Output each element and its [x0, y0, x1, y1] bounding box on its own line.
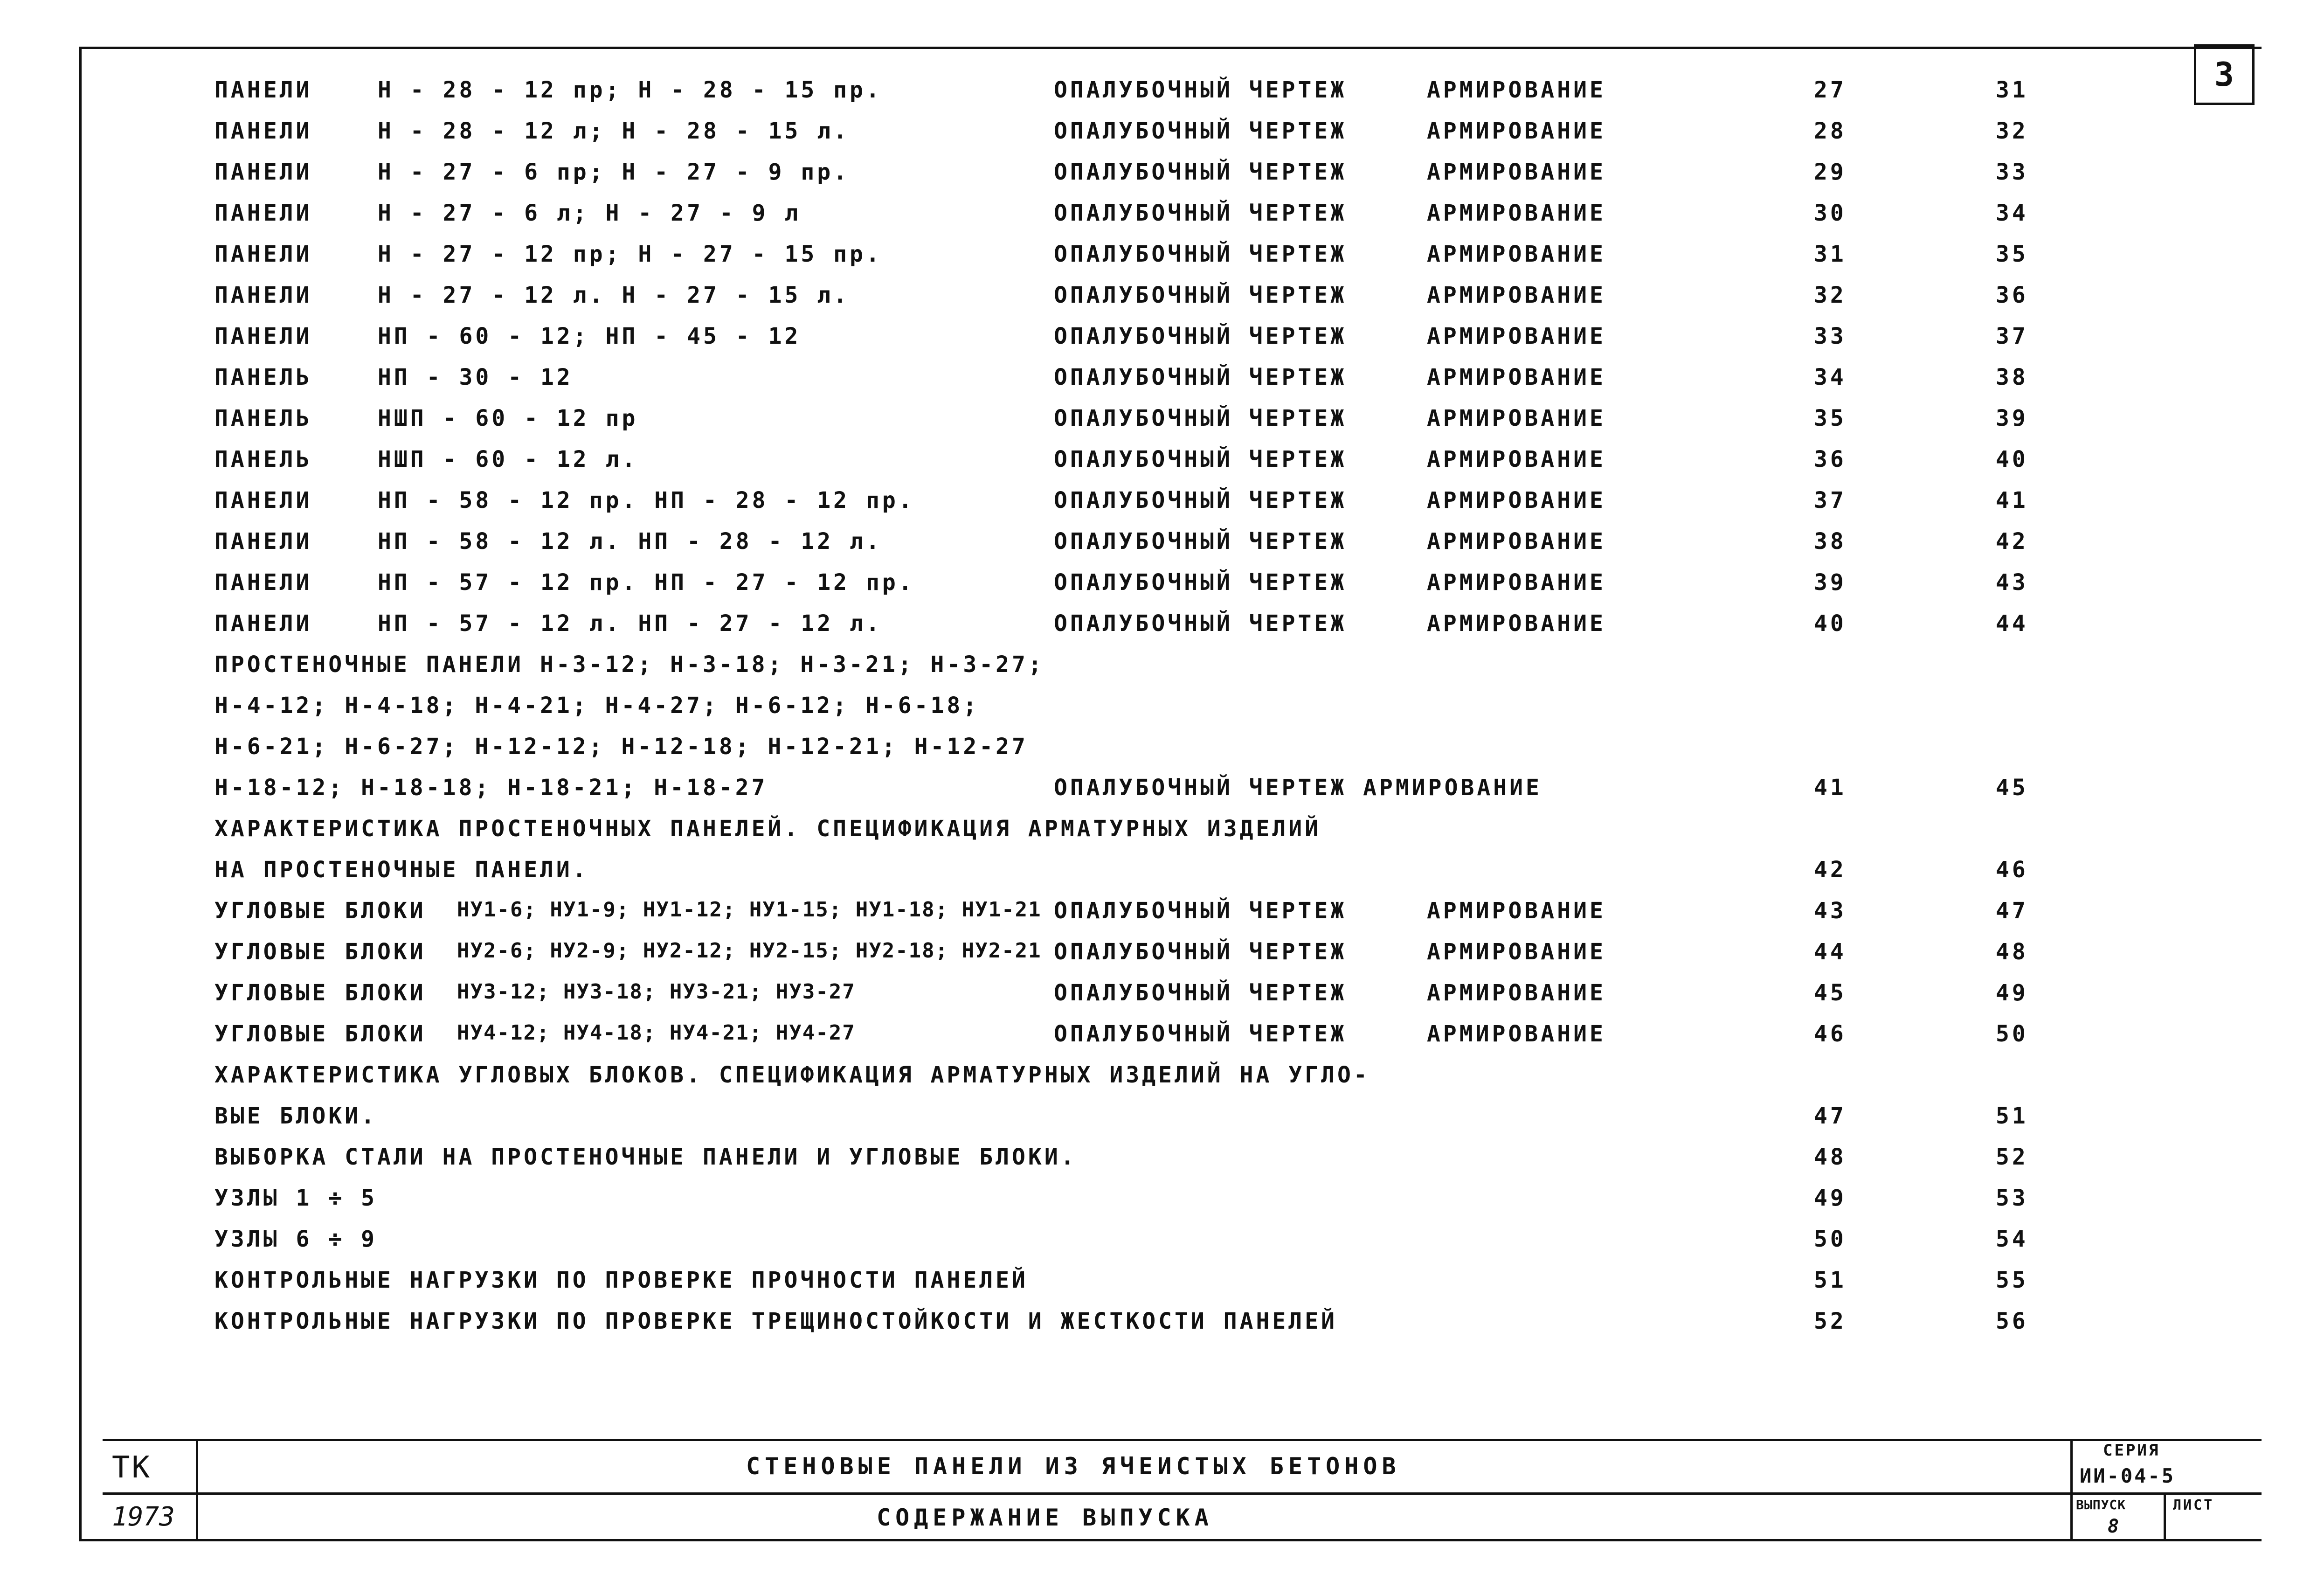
- drawing-type: ОПАЛУБОЧНЫЙ ЧЕРТЕЖ: [1054, 1021, 1347, 1047]
- reinforcement-label: АРМИРОВАНИЕ: [1427, 610, 1606, 637]
- sheet-label: ЛИСТ: [2173, 1497, 2214, 1513]
- element-type: ПАНЕЛЬ: [214, 364, 312, 390]
- reinforcement-label: АРМИРОВАНИЕ: [1427, 898, 1606, 924]
- reinforcement-label: АРМИРОВАНИЕ: [1427, 118, 1606, 144]
- element-marks: НП - 57 - 12 л. НП - 27 - 12 л.: [378, 610, 882, 637]
- prost-panels-text: Н-18-12; Н-18-18; Н-18-21; Н-18-27: [214, 775, 768, 801]
- drawing-type: ОПАЛУБОЧНЫЙ ЧЕРТЕЖ: [1054, 980, 1347, 1006]
- element-marks: Н - 27 - 6 л; Н - 27 - 9 л: [378, 200, 801, 226]
- drawing-type: ОПАЛУБОЧНЫЙ ЧЕРТЕЖ: [1054, 487, 1347, 513]
- drawing-type: ОПАЛУБОЧНЫЙ ЧЕРТЕЖ: [1054, 159, 1347, 185]
- sheet-number: 47: [1814, 1103, 1847, 1129]
- drawing-type: ОПАЛУБОЧНЫЙ ЧЕРТЕЖ: [1054, 898, 1347, 924]
- sheet-number: 48: [1814, 1144, 1847, 1170]
- reinforcement-label: АРМИРОВАНИЕ: [1427, 241, 1606, 267]
- title-block-mid-rule: [103, 1492, 2262, 1495]
- title-block-right-divider: [2070, 1439, 2073, 1541]
- sheet-number: 29: [1814, 159, 1847, 185]
- sheet-number: 46: [1814, 1021, 1847, 1047]
- page-number: 41: [1996, 487, 2028, 513]
- element-marks: Н - 27 - 6 пр; Н - 27 - 9 пр.: [378, 159, 850, 185]
- sheet-number: 35: [1814, 405, 1847, 431]
- title-block-bottom-rule: [103, 1539, 2262, 1541]
- element-type: ПАНЕЛЬ: [214, 405, 312, 431]
- title-block: [103, 1439, 2262, 1541]
- sheet-number: 41: [1814, 775, 1847, 801]
- sheet-number: 42: [1814, 857, 1847, 883]
- reinforcement-label: АРМИРОВАНИЕ: [1427, 405, 1606, 431]
- char-prost-text: НА ПРОСТЕНОЧНЫЕ ПАНЕЛИ.: [214, 857, 589, 883]
- page-number: 38: [1996, 364, 2028, 390]
- drawing-type: ОПАЛУБОЧНЫЙ ЧЕРТЕЖ: [1054, 323, 1347, 349]
- element-marks: НУ1-6; НУ1-9; НУ1-12; НУ1-15; НУ1-18; НУ1-21: [457, 898, 1042, 922]
- element-type: ПАНЕЛЬ: [214, 446, 312, 472]
- element-type: ПАНЕЛИ: [214, 118, 312, 144]
- sheet-number: 37: [1814, 487, 1847, 513]
- page-number: 56: [1996, 1308, 2028, 1334]
- drawing-type: ОПАЛУБОЧНЫЙ ЧЕРТЕЖ: [1054, 241, 1347, 267]
- page-number: 52: [1996, 1144, 2028, 1170]
- drawing-type: ОПАЛУБОЧНЫЙ ЧЕРТЕЖ: [1054, 939, 1347, 965]
- page-number: 39: [1996, 405, 2028, 431]
- page-number: 51: [1996, 1103, 2028, 1129]
- sheet-number: 31: [1814, 241, 1847, 267]
- page-number: 48: [1996, 939, 2028, 965]
- page-number: 34: [1996, 200, 2028, 226]
- year: 1973: [112, 1502, 175, 1532]
- sheet-number: 34: [1814, 364, 1847, 390]
- contents-text: ВЫБОРКА СТАЛИ НА ПРОСТЕНОЧНЫЕ ПАНЕЛИ И УГЛОВЫЕ БЛОКИ.: [214, 1144, 1077, 1170]
- page-number: 36: [1996, 282, 2028, 308]
- element-type: ПАНЕЛИ: [214, 610, 312, 637]
- element-marks: НУ4-12; НУ4-18; НУ4-21; НУ4-27: [457, 1021, 856, 1045]
- contents-text: КОНТРОЛЬНЫЕ НАГРУЗКИ ПО ПРОВЕРКЕ ПРОЧНОСТИ ПАНЕЛЕЙ: [214, 1267, 1028, 1293]
- drawing-type: ОПАЛУБОЧНЫЙ ЧЕРТЕЖ: [1054, 200, 1347, 226]
- element-type: ПАНЕЛИ: [214, 200, 312, 226]
- reinforcement-label: АРМИРОВАНИЕ: [1427, 200, 1606, 226]
- reinforcement-label: АРМИРОВАНИЕ: [1427, 1021, 1606, 1047]
- sheet-number: 44: [1814, 939, 1847, 965]
- reinforcement-label: АРМИРОВАНИЕ: [1427, 939, 1606, 965]
- element-marks: НУ3-12; НУ3-18; НУ3-21; НУ3-27: [457, 980, 856, 1004]
- page-number: 31: [1996, 77, 2028, 103]
- contents-text: УЗЛЫ 6 ÷ 9: [214, 1226, 377, 1252]
- element-type: ПАНЕЛИ: [214, 569, 312, 596]
- title-block-left-divider: [196, 1439, 198, 1541]
- char-blocks-text: ВЫЕ БЛОКИ.: [214, 1103, 377, 1129]
- element-marks: Н - 28 - 12 л; Н - 28 - 15 л.: [378, 118, 850, 144]
- element-type: УГЛОВЫЕ БЛОКИ: [214, 980, 426, 1006]
- series-value: ИИ-04-5: [2080, 1464, 2176, 1487]
- series-label: СЕРИЯ: [2103, 1441, 2160, 1460]
- page-number: 42: [1996, 528, 2028, 555]
- reinforcement-label: АРМИРОВАНИЕ: [1427, 528, 1606, 555]
- element-type: ПАНЕЛИ: [214, 282, 312, 308]
- sheet-number: 36: [1814, 446, 1847, 472]
- drawing-type: ОПАЛУБОЧНЫЙ ЧЕРТЕЖ: [1054, 405, 1347, 431]
- element-marks: НШП - 60 - 12 пр: [378, 405, 638, 431]
- page-number: 43: [1996, 569, 2028, 596]
- sheet-number: 27: [1814, 77, 1847, 103]
- drawing-type: ОПАЛУБОЧНЫЙ ЧЕРТЕЖ: [1054, 610, 1347, 637]
- element-marks: НП - 58 - 12 пр. НП - 28 - 12 пр.: [378, 487, 915, 513]
- page-number: 46: [1996, 857, 2028, 883]
- document-subtitle: СОДЕРЖАНИЕ ВЫПУСКА: [877, 1504, 1213, 1531]
- page-number: 54: [1996, 1226, 2028, 1252]
- element-type: ПАНЕЛИ: [214, 323, 312, 349]
- org-code: ТК: [112, 1450, 152, 1485]
- drawing-type: ОПАЛУБОЧНЫЙ ЧЕРТЕЖ: [1054, 282, 1347, 308]
- issue-label: ВЫПУСК: [2076, 1497, 2126, 1512]
- page-number: 53: [1996, 1185, 2028, 1211]
- reinforcement-label: АРМИРОВАНИЕ: [1427, 282, 1606, 308]
- element-type: УГЛОВЫЕ БЛОКИ: [214, 898, 426, 924]
- sheet-number: 51: [1814, 1267, 1847, 1293]
- page-number: 40: [1996, 446, 2028, 472]
- element-type: ПАНЕЛИ: [214, 241, 312, 267]
- sheet-number: 49: [1814, 1185, 1847, 1211]
- element-marks: НШП - 60 - 12 л.: [378, 446, 638, 472]
- element-marks: НП - 30 - 12: [378, 364, 573, 390]
- element-type: УГЛОВЫЕ БЛОКИ: [214, 939, 426, 965]
- element-marks: НУ2-6; НУ2-9; НУ2-12; НУ2-15; НУ2-18; НУ2-21: [457, 939, 1042, 963]
- element-type: ПАНЕЛИ: [214, 159, 312, 185]
- element-marks: Н - 28 - 12 пр; Н - 28 - 15 пр.: [378, 77, 882, 103]
- sheet-number: 28: [1814, 118, 1847, 144]
- page-number: 35: [1996, 241, 2028, 267]
- page-number: 44: [1996, 610, 2028, 637]
- sheet-number: 32: [1814, 282, 1847, 308]
- issue-value: 8: [2108, 1516, 2121, 1537]
- drawing-type: ОПАЛУБОЧНЫЙ ЧЕРТЕЖ: [1054, 118, 1347, 144]
- reinforcement-label: АРМИРОВАНИЕ: [1427, 446, 1606, 472]
- sheet-number: 52: [1814, 1308, 1847, 1334]
- drawing-type: ОПАЛУБОЧНЫЙ ЧЕРТЕЖ: [1054, 446, 1347, 472]
- element-type: ПАНЕЛИ: [214, 528, 312, 555]
- drawing-type: ОПАЛУБОЧНЫЙ ЧЕРТЕЖ: [1054, 569, 1347, 596]
- prost-panels-text: Н-4-12; Н-4-18; Н-4-21; Н-4-27; Н-6-12; Н-6-18;: [214, 693, 980, 719]
- sheet-number: 43: [1814, 898, 1847, 924]
- reinforcement-label: АРМИРОВАНИЕ: [1427, 980, 1606, 1006]
- drawing-type: ОПАЛУБОЧНЫЙ ЧЕРТЕЖ АРМИРОВАНИЕ: [1054, 775, 1542, 801]
- drawing-type: ОПАЛУБОЧНЫЙ ЧЕРТЕЖ: [1054, 77, 1347, 103]
- page-number: 45: [1996, 775, 2028, 801]
- element-type: ПАНЕЛИ: [214, 77, 312, 103]
- element-marks: НП - 60 - 12; НП - 45 - 12: [378, 323, 801, 349]
- page-number: 37: [1996, 323, 2028, 349]
- element-marks: Н - 27 - 12 л. Н - 27 - 15 л.: [378, 282, 850, 308]
- document-title: СТЕНОВЫЕ ПАНЕЛИ ИЗ ЯЧЕИСТЫХ БЕТОНОВ: [746, 1453, 1401, 1480]
- element-marks: Н - 27 - 12 пр; Н - 27 - 15 пр.: [378, 241, 882, 267]
- reinforcement-label: АРМИРОВАНИЕ: [1427, 323, 1606, 349]
- reinforcement-label: АРМИРОВАНИЕ: [1427, 364, 1606, 390]
- element-type: ПАНЕЛИ: [214, 487, 312, 513]
- reinforcement-label: АРМИРОВАНИЕ: [1427, 77, 1606, 103]
- page-number: 47: [1996, 898, 2028, 924]
- title-block-top-rule: [103, 1439, 2262, 1441]
- reinforcement-label: АРМИРОВАНИЕ: [1427, 159, 1606, 185]
- contents-text: КОНТРОЛЬНЫЕ НАГРУЗКИ ПО ПРОВЕРКЕ ТРЕЩИНОСТОЙКОСТИ И ЖЕСТКОСТИ ПАНЕЛЕЙ: [214, 1308, 1337, 1334]
- prost-panels-text: Н-6-21; Н-6-27; Н-12-12; Н-12-18; Н-12-21; Н-12-27: [214, 734, 1028, 760]
- drawing-type: ОПАЛУБОЧНЫЙ ЧЕРТЕЖ: [1054, 528, 1347, 555]
- sheet-number: 40: [1814, 610, 1847, 637]
- element-type: УГЛОВЫЕ БЛОКИ: [214, 1021, 426, 1047]
- page-number: 50: [1996, 1021, 2028, 1047]
- sheet-number-badge: 3: [2194, 44, 2255, 105]
- char-blocks-text: ХАРАКТЕРИСТИКА УГЛОВЫХ БЛОКОВ. СПЕЦИФИКАЦИЯ АРМАТУРНЫХ ИЗДЕЛИЙ НА УГЛО-: [214, 1062, 1370, 1088]
- contents-text: УЗЛЫ 1 ÷ 5: [214, 1185, 377, 1211]
- sheet-number: 50: [1814, 1226, 1847, 1252]
- reinforcement-label: АРМИРОВАНИЕ: [1427, 569, 1606, 596]
- element-marks: НП - 58 - 12 л. НП - 28 - 12 л.: [378, 528, 882, 555]
- page-number: 33: [1996, 159, 2028, 185]
- sheet-number: 38: [1814, 528, 1847, 555]
- element-marks: НП - 57 - 12 пр. НП - 27 - 12 пр.: [378, 569, 915, 596]
- reinforcement-label: АРМИРОВАНИЕ: [1427, 487, 1606, 513]
- sheet-number: 45: [1814, 980, 1847, 1006]
- page-number: 49: [1996, 980, 2028, 1006]
- drawing-type: ОПАЛУБОЧНЫЙ ЧЕРТЕЖ: [1054, 364, 1347, 390]
- prost-panels-text: ПРОСТЕНОЧНЫЕ ПАНЕЛИ Н-3-12; Н-3-18; Н-3-21; Н-3-27;: [214, 652, 1044, 678]
- page-number: 32: [1996, 118, 2028, 144]
- sheet-number: 30: [1814, 200, 1847, 226]
- char-prost-text: ХАРАКТЕРИСТИКА ПРОСТЕНОЧНЫХ ПАНЕЛЕЙ. СПЕЦИФИКАЦИЯ АРМАТУРНЫХ ИЗДЕЛИЙ: [214, 816, 1321, 842]
- sheet-number: 39: [1814, 569, 1847, 596]
- title-block-sheet-divider: [2164, 1492, 2166, 1541]
- sheet-number: 33: [1814, 323, 1847, 349]
- page-number: 55: [1996, 1267, 2028, 1293]
